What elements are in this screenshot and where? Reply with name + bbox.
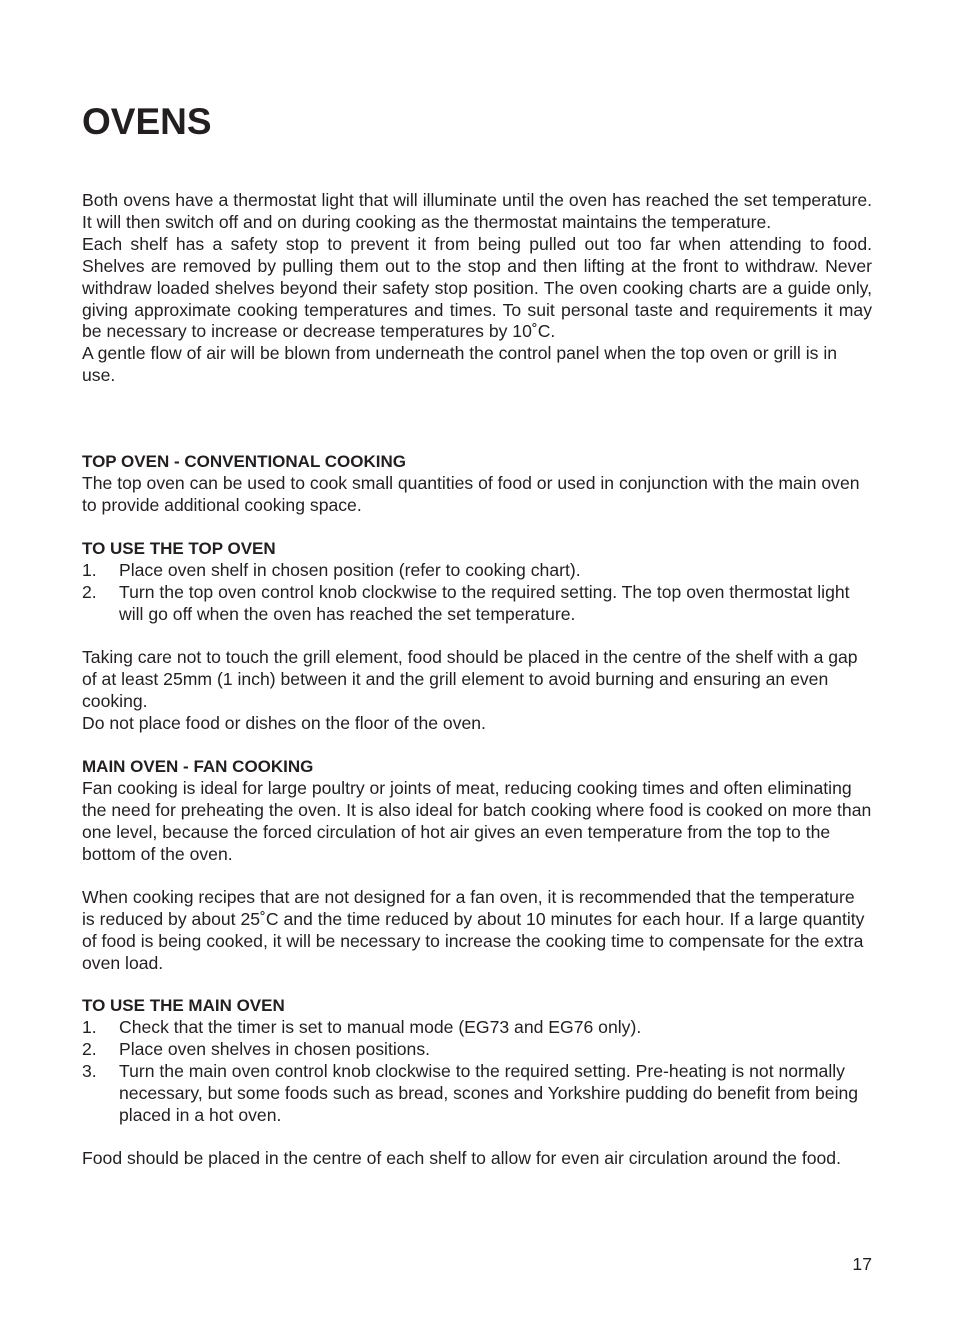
step-text: Turn the main oven control knob clockwise to the required setting. Pre-heating is not normally necessary, but some foods such as bread, scones and Yorkshire pudding do benefit from being placed in a hot oven. — [119, 1060, 859, 1125]
step-number: 1. — [82, 559, 97, 580]
section-text: The top oven can be used to cook small quantities of food or used in conjunction with the main oven to provide additional cooking space. — [82, 472, 860, 515]
section-text: Fan cooking is ideal for large poultry or joints of meat, reducing cooking times and often eliminating the need for preheating the oven. It is also ideal for batch cooking where food is cooked on more than one level, because the forced circulation of hot air gives an even temperature from the top to the bottom of the oven. — [82, 777, 872, 864]
list-item — [82, 1061, 872, 1127]
list-item — [82, 1039, 872, 1061]
main-oven-section — [82, 756, 872, 866]
list-item — [82, 560, 872, 582]
section-heading: MAIN OVEN - FAN COOKING — [82, 757, 314, 776]
section-text: When cooking recipes that are not designed for a fan oven, it is recommended that the temperature is reduced by about 25˚C and the time reduced by about 10 minutes for each hour. If a large quantity of food is being cooked, it will be necessary to increase the cooking time to compensate for the extra oven load. — [82, 887, 865, 973]
steps-list — [82, 1017, 872, 1127]
intro-paragraph: Both ovens have a thermostat light that will illuminate until the oven has reached the set temperature. It will then switch off and on during cooking as the thermostat maintains the temperature. — [82, 190, 872, 232]
step-text: Place oven shelf in chosen position (refer to cooking chart). — [119, 559, 581, 580]
note-paragraph: Food should be placed in the centre of each shelf to allow for even air circulation around the food. — [82, 1148, 841, 1168]
section-heading: TO USE THE MAIN OVEN — [82, 996, 285, 1015]
step-number: 1. — [82, 1016, 97, 1037]
top-oven-section — [82, 451, 872, 517]
intro-section — [82, 190, 872, 387]
note-paragraph: Do not place food or dishes on the floor of the oven. — [82, 712, 486, 733]
step-number: 2. — [82, 581, 97, 602]
step-text: Check that the timer is set to manual mode (EG73 and EG76 only). — [119, 1016, 642, 1037]
list-item — [82, 582, 872, 626]
page-number: 17 — [852, 1254, 872, 1274]
step-number: 3. — [82, 1060, 97, 1081]
main-oven-recipes — [82, 887, 872, 975]
step-text: Turn the top oven control knob clockwise to the required setting. The top oven thermostat light will go off when the oven has reached the set temperature. — [119, 581, 850, 624]
use-main-oven-section — [82, 995, 872, 1126]
page-title: OVENS — [82, 101, 212, 142]
use-top-oven-section — [82, 538, 872, 626]
step-number: 2. — [82, 1038, 97, 1059]
steps-list — [82, 560, 872, 626]
intro-paragraph: Each shelf has a safety stop to prevent it from being pulled out too far when attending to food. Shelves are removed by pulling them out to the stop and then lifting at the front to withdraw. Never withdraw loaded shelves beyond their safety stop position. The oven cooking charts are a guide only, giving approximate cooking temperatures and times. To suit personal taste and requirements it may be necessary to increase or decrease temperatures by 10˚C. — [82, 233, 872, 342]
section-heading: TOP OVEN - CONVENTIONAL COOKING — [82, 452, 406, 471]
main-oven-note — [82, 1148, 872, 1170]
section-heading: TO USE THE TOP OVEN — [82, 539, 276, 558]
top-oven-notes — [82, 647, 872, 735]
step-text: Place oven shelves in chosen positions. — [119, 1038, 431, 1059]
note-paragraph: Taking care not to touch the grill element, food should be placed in the centre of the shelf with a gap of at least 25mm (1 inch) between it and the grill element to avoid burning and ensuring an even cooking. — [82, 647, 858, 711]
list-item — [82, 1017, 872, 1039]
intro-paragraph: A gentle flow of air will be blown from underneath the control panel when the top oven or grill is in use. — [82, 343, 838, 386]
